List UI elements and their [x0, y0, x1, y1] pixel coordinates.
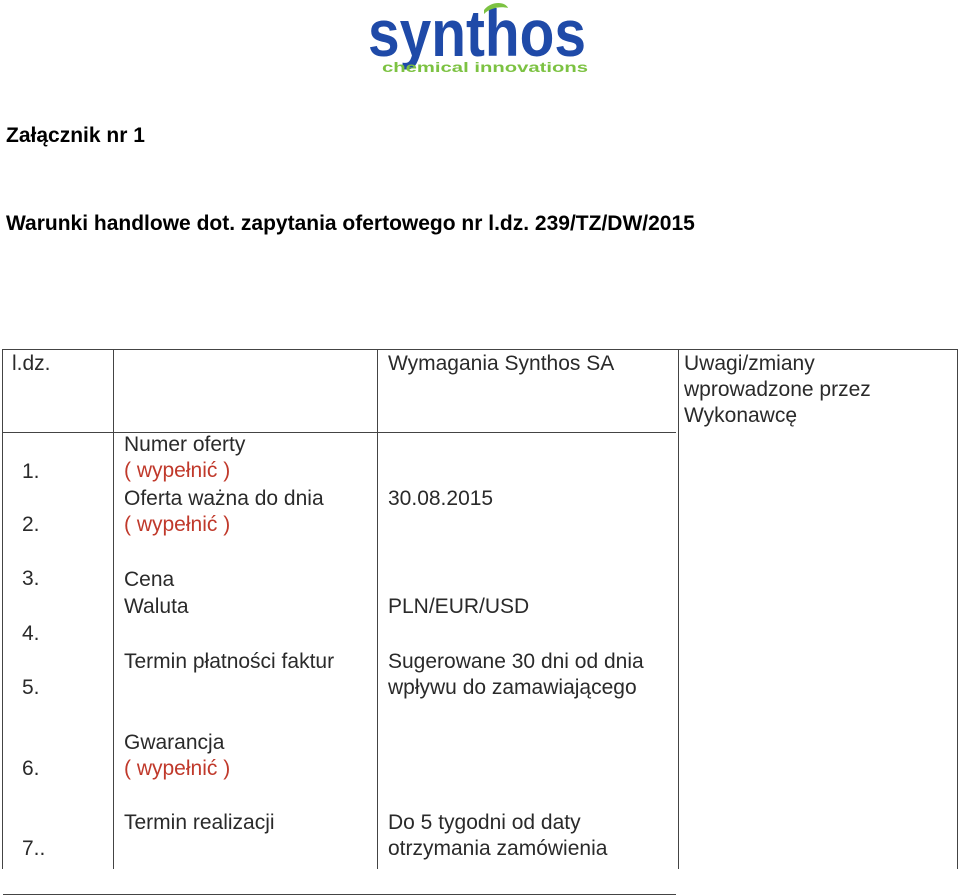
row-number: 3.	[22, 567, 40, 590]
row-number: 2.	[22, 513, 40, 536]
value-lead-time: Do 5 tygodni od daty otrzymania zamówienia	[388, 811, 608, 860]
row-number: 7..	[22, 837, 46, 860]
row-number: 6.	[22, 757, 40, 780]
logo-tagline-text: chemical innovations	[382, 59, 589, 75]
row-number: 1.	[22, 460, 40, 483]
column-divider	[113, 350, 114, 869]
document-subject: Warunki handlowe dot. zapytania ofertowego nr l.dz. 239/TZ/DW/2015	[6, 212, 695, 235]
synthos-logo-graphic	[366, 0, 592, 76]
fill-in-hint: ( wypełnić )	[124, 757, 231, 780]
logo-brand-text: synthos	[368, 0, 586, 70]
header-idz: l.dz.	[12, 352, 51, 375]
row-label-offer-number: Numer oferty	[124, 433, 246, 456]
header-notes: Uwagi/zmiany wprowadzone przez Wykonawcę	[684, 352, 871, 427]
column-divider	[377, 350, 378, 869]
row-label-offer-valid-until: Oferta ważna do dnia	[124, 487, 324, 510]
row-label-payment-terms: Termin płatności faktur	[124, 650, 335, 673]
row-label-lead-time: Termin realizacji	[124, 811, 275, 834]
fill-in-hint: ( wypełnić )	[124, 513, 231, 536]
row-label-price: Cena	[124, 568, 175, 591]
value-offer-valid-until: 30.08.2015	[388, 487, 494, 510]
row-divider	[3, 432, 676, 433]
row-number: 5.	[22, 676, 40, 699]
value-payment-terms: Sugerowane 30 dni od dnia wpływu do zamawiającego	[388, 650, 644, 699]
row-label-warranty: Gwarancja	[124, 731, 225, 754]
row-number: 4.	[22, 622, 40, 645]
column-divider	[678, 350, 679, 869]
row-label-currency: Waluta	[124, 595, 189, 618]
fill-in-hint: ( wypełnić )	[124, 459, 231, 482]
attachment-title: Załącznik nr 1	[6, 124, 145, 147]
value-currency: PLN/EUR/USD	[388, 595, 530, 618]
synthos-logo	[366, 0, 592, 76]
header-requirements: Wymagania Synthos SA	[388, 352, 615, 375]
